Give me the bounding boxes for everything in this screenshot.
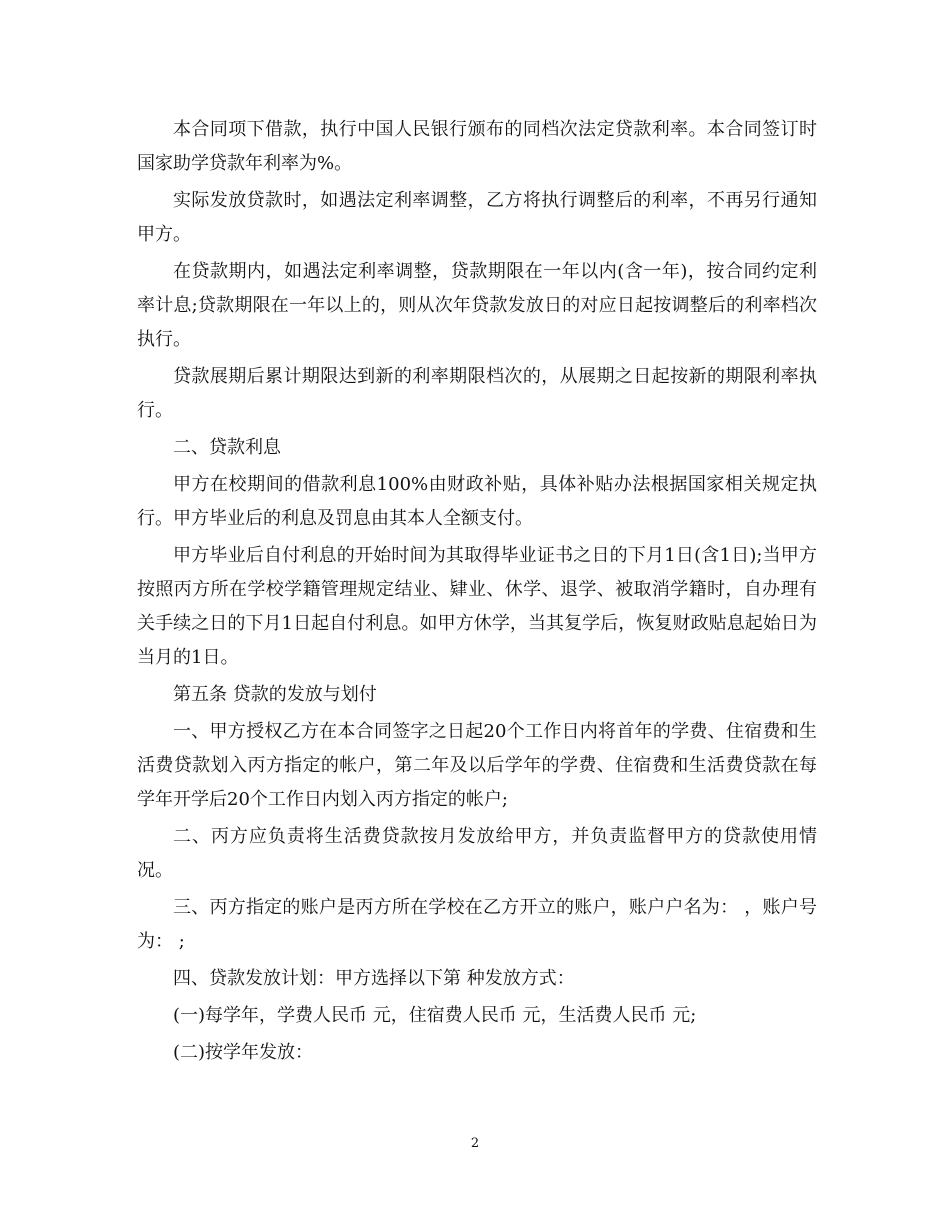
paragraph-clause-3: 三、丙方指定的账户是丙方所在学校在乙方开立的账户，账户户名为： ，账户号为： ;	[137, 897, 817, 952]
paragraph-rate-adjustment: 实际发放贷款时，如遇法定利率调整，乙方将执行调整后的利率，不再另行通知甲方。	[137, 190, 817, 245]
paragraph-loan-period-rate: 在贷款期内，如遇法定利率调整，贷款期限在一年以内(含一年)，按合同约定利率计息;贷款期限在一年以上的，则从次年贷款发放日的对应日起按调整后的利率档次执行。	[137, 261, 817, 350]
paragraph-extension-rate: 贷款展期后累计期限达到新的利率期限档次的，从展期之日起按新的期限利率执行。	[137, 366, 817, 421]
paragraph-self-pay-start: 甲方毕业后自付利息的开始时间为其取得毕业证书之日的下月1日(含1日);当甲方按照丙方所在学校学籍管理规定结业、肄业、休学、退学、被取消学籍时，自办理有关手续之日的下月1日起自付利息。如甲方休学，当其复学后，恢复财政贴息起始日为当月的1日。	[137, 545, 817, 668]
page-number: 2	[470, 1136, 480, 1151]
paragraph-option-1: (一)每学年，学费人民币 元，住宿费人民币 元，生活费人民币 元;	[173, 1005, 697, 1026]
document-body	[137, 113, 817, 1073]
paragraph-option-2: (二)按学年发放：	[173, 1042, 314, 1063]
section-heading-loan-interest: 二、贷款利息	[173, 437, 281, 458]
paragraph-interest-rate: 本合同项下借款，执行中国人民银行颁布的同档次法定贷款利率。本合同签订时国家助学贷款年利率为%。	[137, 119, 817, 174]
paragraph-clause-2: 二、丙方应负责将生活费贷款按月发放给甲方，并负责监督甲方的贷款使用情况。	[137, 826, 817, 881]
paragraph-clause-1: 一、甲方授权乙方在本合同签字之日起20个工作日内将首年的学费、住宿费和生活费贷款划入丙方指定的帐户，第二年及以后学年的学费、住宿费和生活费贷款在每学年开学后20个工作日内划入丙方指定的帐户;	[137, 721, 817, 810]
paragraph-subsidy: 甲方在校期间的借款利息100%由财政补贴，具体补贴办法根据国家相关规定执行。甲方毕业后的利息及罚息由其本人全额支付。	[137, 474, 817, 529]
article-heading-article-5: 第五条 贷款的发放与划付	[173, 684, 377, 705]
paragraph-clause-4: 四、贷款发放计划：甲方选择以下第 种发放方式：	[173, 968, 575, 989]
